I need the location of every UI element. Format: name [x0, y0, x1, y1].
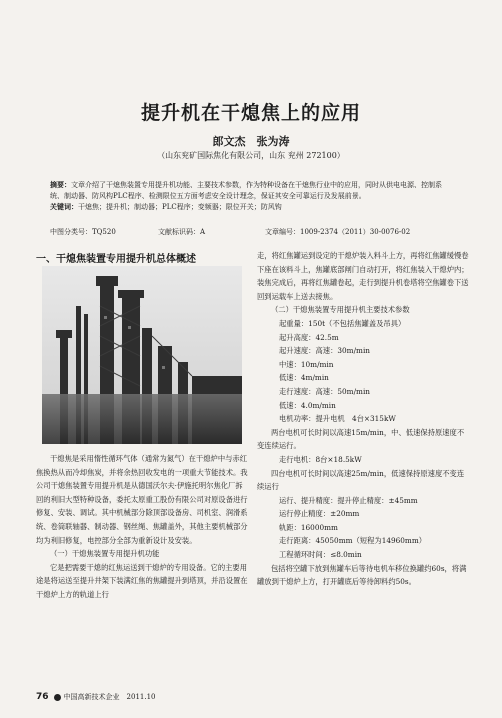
clc-number: 中图分类号：TQ520	[50, 228, 116, 236]
paragraph: 四台电机可长时间以高速25m/min，低速保持原速度不变连续运行	[257, 468, 465, 492]
abstract-block	[50, 180, 455, 213]
paragraph: 包括将空罐下放到焦罐车后等待电机车移位换罐约60s，将满罐放到干熄炉上方，打开罐底后等待卸料约50s。	[257, 563, 467, 587]
right-column	[257, 249, 469, 589]
paragraph: 两台电机可长时间以高速15m/min，中、低速保持原速度不变连续运行。	[257, 427, 465, 451]
spec-line: 起升高度：42.5m	[279, 332, 339, 342]
subsection-heading: （一）干熄焦装置专用提升机功能	[50, 549, 160, 559]
spec-line: 电机功率：提升电机 4台×315kW	[279, 414, 396, 424]
document-code: 文献标识码：A	[158, 228, 206, 236]
affiliation: （山东兖矿国际焦化有限公司，山东 兖州 272100）	[157, 151, 345, 160]
spec-line: 低速：4.0m/min	[279, 400, 336, 410]
authors: 郎文杰 张为涛	[212, 135, 290, 148]
spec-line: 低速：4m/min	[279, 373, 329, 383]
spec-line: 走行电机：8台×18.5kW	[279, 454, 362, 464]
page-number: 76	[36, 692, 49, 702]
page-title: 提升机在干熄焦上的应用	[140, 102, 361, 124]
spec-line: 走行距离：45050mm（短程为14960mm）	[279, 536, 427, 546]
page-footer	[36, 692, 155, 702]
left-column	[36, 452, 248, 602]
keywords-label: 关键词：	[50, 203, 78, 211]
journal-name: 中国高新技术企业 2011.10	[63, 693, 156, 701]
spec-line: 轨距：16000mm	[279, 522, 338, 532]
spec-line: 工程循环时间：≤8.0min	[279, 550, 362, 560]
paragraph: 它是把需要干熄的红焦运送到干熄炉的专用设备。它的主要用途是将运送至提升井架下装满红焦的焦罐提升到塔顶，并沿设置在干熄炉上方的轨道上行	[36, 562, 248, 599]
spec-line: 运行、提升精度：提升停止精度：±45mm	[279, 495, 418, 505]
article-number: 文章编号：1009-2374（2011）30-0076-02	[265, 228, 411, 236]
spec-line: 中速：10m/min	[279, 359, 334, 369]
journal-logo-icon	[54, 694, 61, 701]
keywords	[50, 202, 455, 213]
spec-line: 运行停止精度：±20mm	[279, 509, 360, 519]
plant-photo	[42, 266, 242, 444]
paragraph: 干熄焦是采用惰性循环气体（通常为氮气）在干熄炉中与赤红焦换热从而冷却焦炭，并将余热回收发电的一项重大节能技术。我公司干熄焦装置专用提升机是从德国沃尔夫·伊施托明尔焦化厂拆回的利旧大型特种设备，委托太原重工股份有限公司对原设备进行修复、安装、调试。其中机械部分除顶部设备房、司机室、润滑系统、卷筒联轴器、制动器、钢丝绳、焦罐盖外，其他主要机械部分均为利旧修复，电控部分全部为重新设计及安装。	[36, 454, 248, 545]
abstract	[50, 180, 455, 202]
abstract-label: 摘要：	[50, 181, 71, 189]
spec-line: 起重量：150t（不包括焦罐盖及吊具）	[279, 318, 406, 328]
subsection-heading: （二）干熄焦装置专用提升机主要技术参数	[271, 305, 410, 315]
abstract-text: 文章介绍了干熄焦装置专用提升机功能、主要技术参数，作为特种设备在干熄焦行业中的应用，同时从供电电源、控制系统、制动器、防风构PLC程序、检测限位五方面考虑安全设计理念，保证其安全可靠运行及发展前景。	[50, 181, 442, 200]
spec-line: 起升速度：高速：30m/min	[279, 346, 370, 356]
section-heading: 一、干熄焦装置专用提升机总体概述	[36, 254, 196, 265]
spec-line: 走行速度：高速：50m/min	[279, 386, 370, 396]
keywords-text: 干熄焦；提升机；制动器；PLC程序；变频器；限位开关；防风钩	[78, 203, 282, 211]
paragraph: 走，将红焦罐运到设定的干熄炉装入料斗上方，再将红焦罐缓慢卷下座在该料斗上，焦罐底部闸门自动打开，将红焦装入干熄炉内；装焦完成后，再将红焦罐卷起，走行到提升机卷塔将空焦罐卷下送回到运载车上送去接焦。	[257, 251, 469, 301]
